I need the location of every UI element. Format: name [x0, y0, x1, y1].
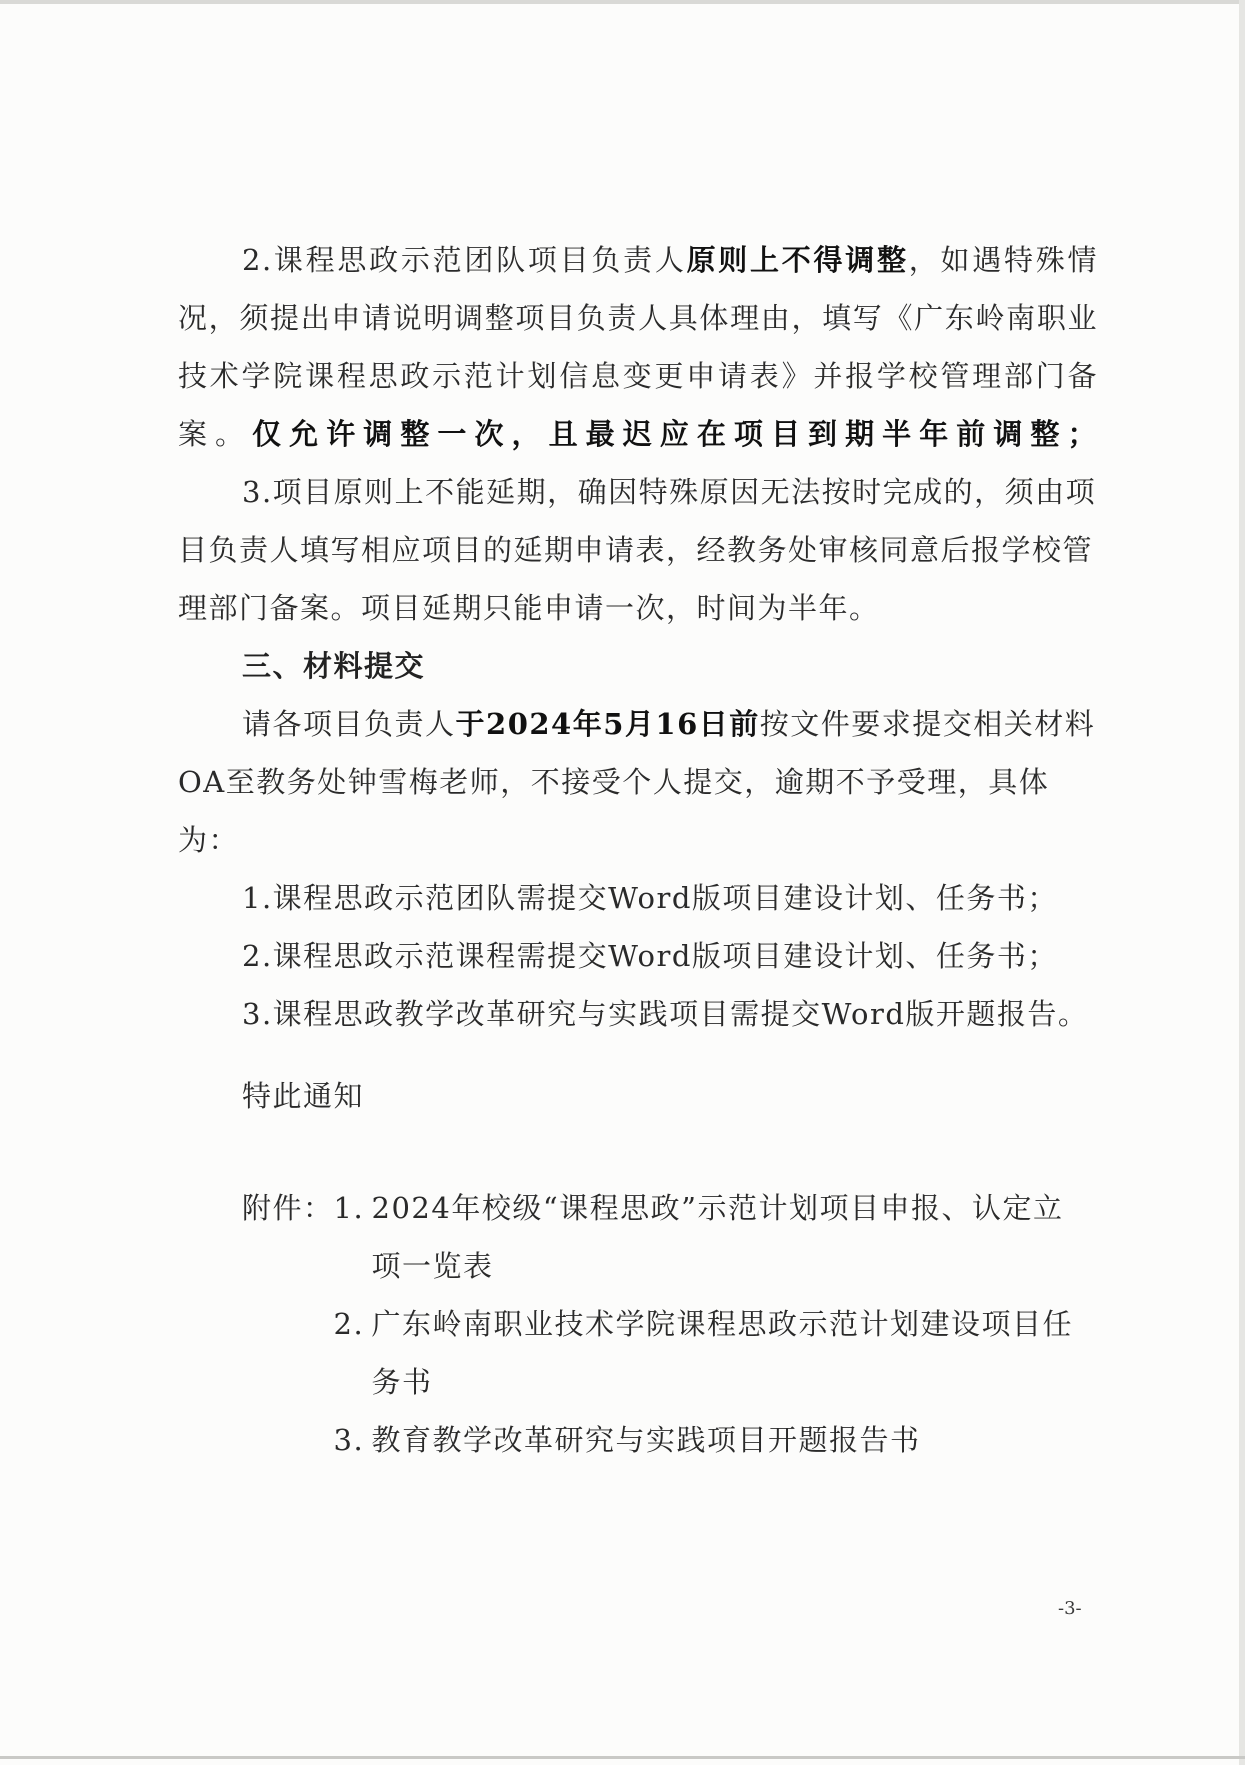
submission-item-3: 3.课程思政教学改革研究与实践项目需提交Word版开题报告。: [242, 997, 1089, 1031]
document-body: [178, 231, 1098, 1469]
attachments-block: [178, 1179, 1098, 1469]
scan-edge-right: [1239, 0, 1245, 1765]
attachment-item-3: [334, 1411, 1088, 1469]
paragraph-text: 按文件要求提交相关材料OA至教务处钟雪梅老师，不接受个人提交，逾期不予受理，具体为：: [178, 707, 1096, 857]
paragraph-leader-adjustment: [178, 231, 1098, 463]
bold-deadline: 于2024年5月16日前: [455, 707, 760, 741]
attachment-title: 2024年校级“课程思政”示范计划项目申报、认定立项一览表: [371, 1191, 1064, 1283]
submission-item-1: 1.课程思政示范团队需提交Word版项目建设计划、任务书；: [242, 881, 1058, 915]
paragraph-text: 2.课程思政示范团队项目负责人: [242, 243, 687, 277]
attachments-label: 附件：: [242, 1191, 334, 1225]
paragraph-submission: [178, 695, 1098, 869]
paragraph-text: 请各项目负责人: [242, 707, 456, 741]
attachments-list: [334, 1179, 1098, 1469]
attachment-item-2: [334, 1295, 1088, 1411]
scan-edge-top: [0, 0, 1245, 4]
attachment-title: 教育教学改革研究与实践项目开题报告书: [371, 1423, 921, 1457]
closing-notice: 特此通知: [242, 1079, 365, 1113]
attachment-number: 1.: [333, 1191, 365, 1225]
page-number: -3-: [1058, 1598, 1082, 1619]
attachment-item-1: [334, 1179, 1088, 1295]
attachment-title: 广东岭南职业技术学院课程思政示范计划建设项目任务书: [371, 1307, 1074, 1399]
attachment-number: 2.: [333, 1307, 365, 1341]
bold-emphasis: 仅允许调整一次，且最迟应在项目到期半年前调整；: [252, 417, 1098, 451]
bold-emphasis: 原则上不得调整: [686, 243, 909, 277]
attachment-number: 3.: [333, 1423, 365, 1457]
submission-item-2: 2.课程思政示范课程需提交Word版项目建设计划、任务书；: [242, 939, 1058, 973]
scan-edge-bottom: [0, 1756, 1245, 1759]
section-heading-materials: 三、材料提交: [242, 649, 426, 683]
paragraph-extension: 3.项目原则上不能延期，确因特殊原因无法按时完成的，须由项目负责人填写相应项目的延期申请表，经教务处审核同意后报学校管理部门备案。项目延期只能申请一次，时间为半年。: [178, 475, 1097, 625]
paragraph-text: ，如遇特殊情况，须提出申请说明调整项目负责人具体理由，填写《广东岭南职业技术学院课程思政示范计划信息变更申请表》并报学校管理部门备案。: [178, 243, 1098, 451]
